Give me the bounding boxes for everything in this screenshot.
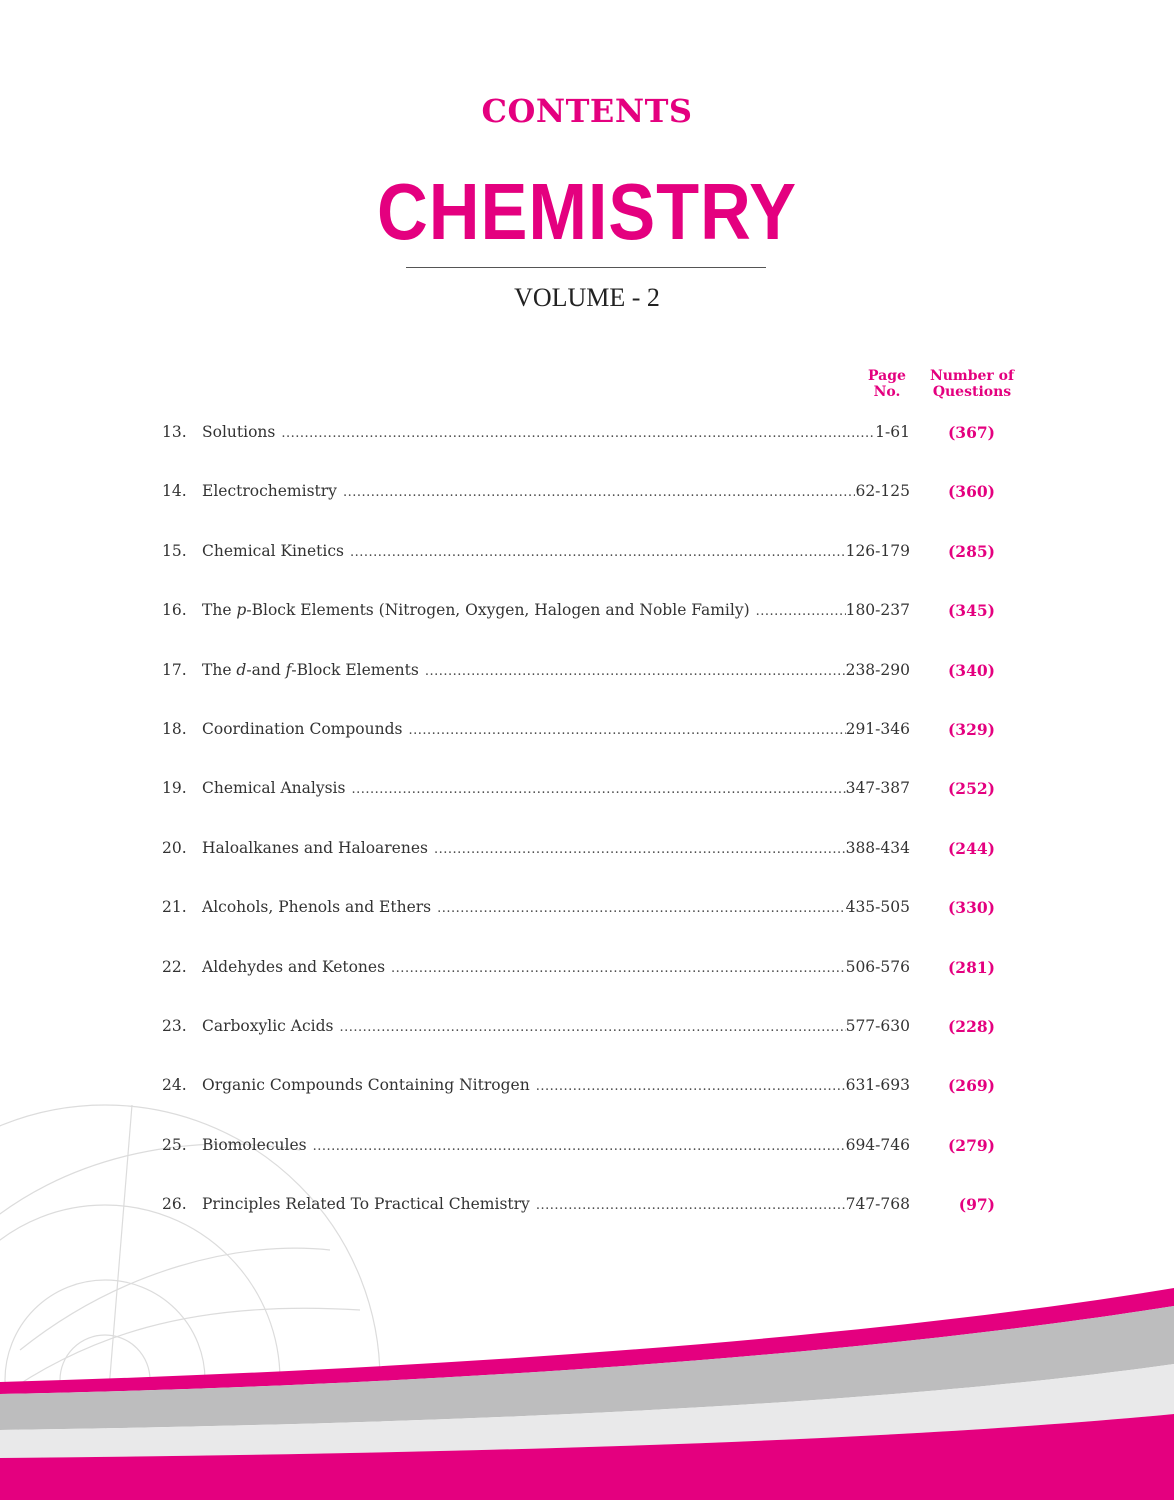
toc-entry-question-count: (329)	[947, 720, 995, 739]
toc-entry-title: Biomolecules	[202, 1136, 307, 1154]
toc-entry	[162, 839, 1010, 863]
toc-entry-line	[202, 720, 910, 738]
toc-entry-number: 14.	[162, 482, 187, 500]
dot-leader	[756, 604, 846, 619]
toc-entry-line	[202, 1195, 910, 1213]
dot-leader	[437, 901, 845, 916]
column-header-page-no	[860, 368, 914, 400]
toc-entry-title: Chemical Analysis	[202, 779, 346, 797]
toc-entry-title: Electrochemistry	[202, 482, 337, 500]
dot-leader	[313, 1139, 846, 1154]
toc-entry-line	[202, 601, 910, 619]
toc-entry-number: 22.	[162, 958, 187, 976]
toc-entry-pages: 1-61	[875, 423, 910, 441]
toc-entry	[162, 779, 1010, 803]
toc-entry	[162, 1195, 1010, 1219]
toc-entry	[162, 720, 1010, 744]
toc-entry-number: 26.	[162, 1195, 187, 1213]
subject-title: CHEMISTRY	[377, 167, 797, 256]
toc-entry	[162, 1136, 1010, 1160]
dot-leader	[425, 664, 846, 679]
toc-entry-title-italic: d	[236, 661, 247, 679]
contents-heading: CONTENTS	[481, 92, 693, 130]
toc-entry-line	[202, 423, 910, 441]
toc-entry-number: 25.	[162, 1136, 187, 1154]
toc-entry-number: 16.	[162, 601, 187, 619]
toc-entry-pages: 62-125	[855, 482, 910, 500]
toc-entry-line	[202, 839, 910, 857]
toc-entry-pages: 506-576	[845, 958, 910, 976]
toc-entry-title	[202, 601, 756, 619]
toc-entry-pages: 747-768	[845, 1195, 910, 1213]
dot-leader	[536, 1079, 846, 1094]
toc-entry-title: Aldehydes and Ketones	[202, 958, 386, 976]
toc-entry-title-part: -Block Elements	[291, 661, 419, 679]
toc-entry-line	[202, 958, 910, 976]
toc-entry-line	[202, 898, 910, 916]
volume-label: VOLUME - 2	[514, 283, 660, 312]
toc-entry-title-part: -and	[246, 661, 286, 679]
dot-leader	[351, 782, 845, 797]
toc-entry-number: 17.	[162, 661, 187, 679]
toc-entry-line	[202, 1136, 910, 1154]
toc-entry-question-count: (269)	[947, 1076, 995, 1095]
toc-entry-title-part: The	[202, 661, 237, 679]
toc-entry-question-count: (367)	[947, 423, 995, 442]
toc-entry-title-italic: f	[285, 661, 292, 679]
dot-leader	[343, 485, 856, 500]
toc-entry-question-count: (252)	[947, 779, 995, 798]
dot-leader	[350, 545, 846, 560]
toc-entry-number: 15.	[162, 542, 187, 560]
toc-entry	[162, 661, 1010, 685]
toc-entry-title: Chemical Kinetics	[202, 542, 344, 560]
toc-entry-title: Organic Compounds Containing Nitrogen	[202, 1076, 530, 1094]
column-header-questions-line1: Number of	[929, 368, 1015, 384]
toc-entry-question-count: (279)	[947, 1136, 995, 1155]
toc-entry-pages: 126-179	[845, 542, 910, 560]
toc-entry-pages: 347-387	[845, 779, 910, 797]
title-divider	[406, 267, 766, 268]
dot-leader	[340, 1020, 846, 1035]
toc-entry-question-count: (285)	[947, 542, 995, 561]
toc-entry-pages: 694-746	[845, 1136, 910, 1154]
toc-entry-title-part: The	[202, 601, 237, 619]
toc-entry	[162, 542, 1010, 566]
toc-entry-number: 20.	[162, 839, 187, 857]
toc-entry-question-count: (340)	[947, 661, 995, 680]
toc-entry-number: 23.	[162, 1017, 187, 1035]
toc-entry	[162, 601, 1010, 625]
toc-entry-line	[202, 661, 910, 679]
toc-entry-line	[202, 1076, 910, 1094]
toc-entry-title	[202, 661, 425, 679]
toc-entry	[162, 958, 1010, 982]
toc-entry-line	[202, 1017, 910, 1035]
dot-leader	[281, 426, 875, 441]
toc-entry-line	[202, 482, 910, 500]
toc-entry-number: 21.	[162, 898, 187, 916]
toc-entry-question-count: (228)	[947, 1017, 995, 1036]
toc-entry-pages: 388-434	[845, 839, 910, 857]
toc-entry-number: 13.	[162, 423, 187, 441]
toc-entry-number: 24.	[162, 1076, 187, 1094]
toc-entry-title-part: -Block Elements (Nitrogen, Oxygen, Halogen and Noble Family)	[246, 601, 750, 619]
dot-leader	[391, 961, 846, 976]
column-header-questions	[924, 368, 1020, 400]
toc-entry-line	[202, 542, 910, 560]
toc-entry-line	[202, 779, 910, 797]
toc-entry	[162, 1076, 1010, 1100]
toc-entry-question-count: (97)	[958, 1195, 995, 1214]
toc-entry-pages: 631-693	[845, 1076, 910, 1094]
dot-leader	[408, 723, 845, 738]
toc-entry-question-count: (244)	[947, 839, 995, 858]
toc-entry-title: Principles Related To Practical Chemistry	[202, 1195, 530, 1213]
pink-bottom-band	[0, 1414, 1174, 1500]
dot-leader	[434, 842, 846, 857]
toc-entry	[162, 898, 1010, 922]
light-gray-band	[0, 1364, 1174, 1458]
column-header-page-no-line2: No.	[873, 384, 901, 400]
toc-entry-pages: 435-505	[845, 898, 910, 916]
column-header-questions-line2: Questions	[932, 384, 1012, 400]
toc-entry-title: Carboxylic Acids	[202, 1017, 334, 1035]
toc-entry-title: Coordination Compounds	[202, 720, 403, 738]
toc-entry-pages: 238-290	[845, 661, 910, 679]
toc-entry-title: Alcohols, Phenols and Ethers	[202, 898, 432, 916]
toc-entry-question-count: (360)	[947, 482, 995, 501]
toc-entry-pages: 180-237	[845, 601, 910, 619]
toc-entry	[162, 482, 1010, 506]
dot-leader	[536, 1198, 846, 1213]
toc-entry-pages: 291-346	[845, 720, 910, 738]
toc-entry	[162, 1017, 1010, 1041]
toc-entry-title: Solutions	[202, 423, 276, 441]
column-header-page-no-line1: Page	[868, 368, 906, 384]
gray-band	[0, 1306, 1174, 1430]
toc-entry-number: 18.	[162, 720, 187, 738]
toc-entry	[162, 423, 1010, 447]
toc-entry-number: 19.	[162, 779, 187, 797]
toc-entry-pages: 577-630	[845, 1017, 910, 1035]
toc-entry-question-count: (281)	[947, 958, 995, 977]
toc-entry-question-count: (345)	[947, 601, 995, 620]
toc-entry-question-count: (330)	[947, 898, 995, 917]
toc-entry-title: Haloalkanes and Haloarenes	[202, 839, 428, 857]
toc-entry-title-italic: p	[236, 601, 247, 619]
pink-swoosh-top	[0, 1288, 1174, 1394]
